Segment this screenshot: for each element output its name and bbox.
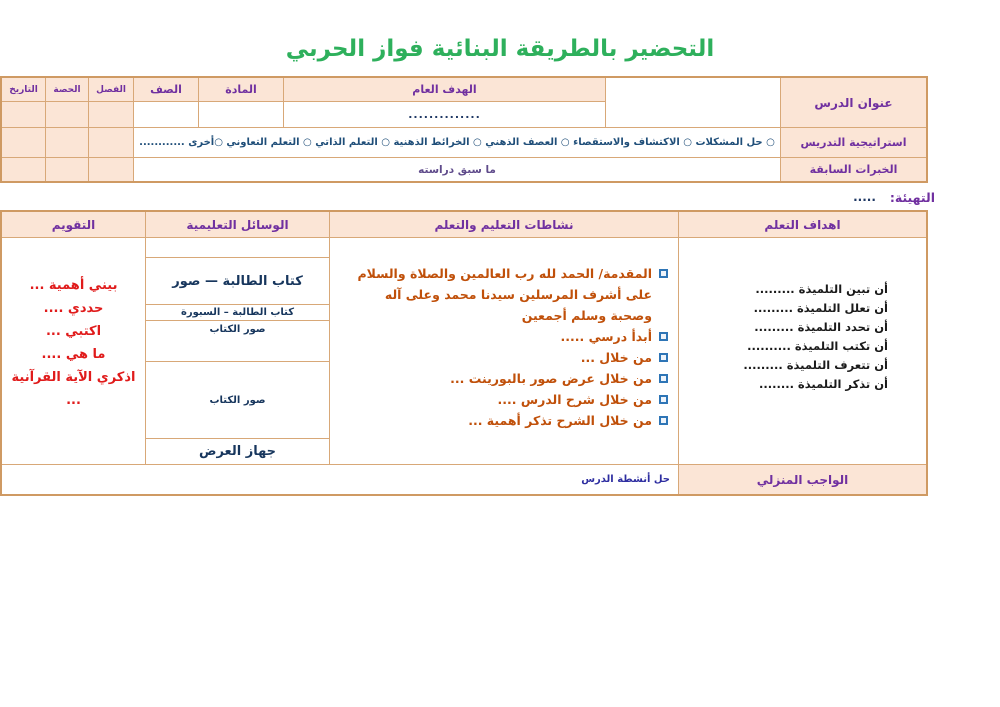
aids-cell bbox=[146, 238, 329, 464]
lesson-plan-table bbox=[0, 210, 928, 496]
checkbox-icon[interactable] bbox=[659, 374, 668, 383]
checkbox-icon[interactable] bbox=[659, 416, 668, 425]
class-field[interactable] bbox=[89, 102, 133, 127]
homework-value: حل أنشطة الدرس bbox=[581, 474, 670, 485]
empty-cell bbox=[46, 158, 88, 181]
previous-experience-label: الخبرات السابقة bbox=[781, 158, 926, 181]
empty-cell bbox=[2, 128, 45, 157]
objective-item: أن تكتب التلميذة .......... bbox=[747, 339, 888, 353]
objective-item: أن تعلل التلميذة ......... bbox=[753, 301, 888, 315]
checkbox-icon[interactable] bbox=[659, 395, 668, 404]
homework-field[interactable] bbox=[2, 465, 678, 494]
activity-item bbox=[344, 347, 668, 368]
aid-item: صور الكتاب bbox=[146, 321, 329, 362]
activity-text: من خلال الشرح تذكر أهمية ... bbox=[468, 413, 652, 428]
activity-text: من خلال ... bbox=[580, 350, 652, 365]
evaluation-item: حددي .... bbox=[43, 301, 104, 316]
evaluation-item: ... bbox=[66, 393, 81, 408]
previous-experience-field[interactable] bbox=[134, 158, 780, 181]
aid-item: جهاز العرض bbox=[198, 444, 277, 459]
strategy-label: استراتيجية التدريس bbox=[781, 128, 926, 157]
aid-item: صور الكتاب bbox=[146, 362, 329, 439]
activity-item bbox=[344, 326, 668, 347]
activity-text: المقدمة/ الحمد لله رب العالمين والصلاة والسلام على أشرف المرسلين سيدنا محمد وعلى آله وصحبة وسلم أجمعين bbox=[357, 266, 652, 323]
checkbox-icon[interactable] bbox=[659, 332, 668, 341]
subject-field[interactable] bbox=[199, 102, 283, 127]
lesson-info-table bbox=[0, 76, 928, 183]
tahyia-line bbox=[0, 187, 935, 207]
activity-text: من خلال شرح الدرس .... bbox=[497, 392, 652, 407]
period-header: الحصة bbox=[46, 78, 88, 101]
objective-item: أن تتعرف التلميذة ......... bbox=[743, 358, 888, 372]
empty-cell bbox=[2, 158, 45, 181]
checkbox-icon[interactable] bbox=[659, 269, 668, 278]
strategy-options-text: ○ حل المشكلات ○ الاكتشاف والاستقصاء ○ العصف الذهني ○ الخرائط الذهنية ○ التعلم الذاتي ○ التعلم التعاوني ○أخرى ............ bbox=[139, 137, 775, 148]
empty-cell bbox=[89, 128, 133, 157]
previous-experience-text: ما سبق دراسته bbox=[418, 163, 496, 176]
evaluation-cell bbox=[2, 238, 145, 464]
objective-item: أن تبين التلميذة ......... bbox=[755, 282, 888, 296]
lesson-title-field[interactable] bbox=[606, 78, 780, 127]
activity-text: أبدأ درسي ..... bbox=[560, 329, 652, 344]
empty-cell bbox=[89, 158, 133, 181]
activity-item bbox=[344, 389, 668, 410]
general-goal-header: الهدف العام bbox=[284, 78, 605, 101]
homework-label: الواجب المنزلي bbox=[679, 465, 926, 494]
aid-item: كتاب الطالبة – السبورة bbox=[146, 305, 329, 321]
activities-cell bbox=[330, 238, 678, 464]
period-field[interactable] bbox=[46, 102, 88, 127]
activities-header: نشاطات التعليم والتعلم bbox=[330, 212, 678, 237]
general-goal-field[interactable] bbox=[284, 102, 605, 127]
evaluation-item: اذكري الآية القرآنية bbox=[11, 370, 136, 385]
grade-field[interactable] bbox=[134, 102, 198, 127]
evaluation-header: التقويم bbox=[2, 212, 145, 237]
tahyia-value: ..... bbox=[853, 190, 876, 204]
date-field[interactable] bbox=[2, 102, 45, 127]
evaluation-item: ما هي .... bbox=[41, 347, 106, 362]
objectives-header: اهداف التعلم bbox=[679, 212, 926, 237]
tahyia-label: التهيئة: bbox=[889, 189, 935, 205]
aids-header: الوسائل التعليمية bbox=[146, 212, 329, 237]
class-header: الفصل bbox=[89, 78, 133, 101]
page-title: التحضير بالطريقة البنائية فواز الحربي bbox=[285, 36, 715, 62]
strategy-options[interactable] bbox=[134, 128, 780, 157]
empty-cell bbox=[46, 128, 88, 157]
activity-item bbox=[344, 368, 668, 389]
objective-item: أن تذكر التلميذة ........ bbox=[758, 377, 888, 391]
activity-item bbox=[344, 263, 668, 326]
aid-item bbox=[146, 238, 329, 258]
objective-item: أن تحدد التلميذة ......... bbox=[754, 320, 888, 334]
evaluation-item: اكتبي ... bbox=[45, 324, 102, 339]
checkbox-icon[interactable] bbox=[659, 353, 668, 362]
general-goal-dots: .............. bbox=[408, 108, 481, 121]
objectives-cell bbox=[679, 238, 926, 464]
lesson-title-label: عنوان الدرس bbox=[781, 78, 926, 127]
grade-header: الصف bbox=[134, 78, 198, 101]
evaluation-item: بيني أهمية ... bbox=[29, 278, 118, 293]
date-header: التاريخ bbox=[2, 78, 45, 101]
activity-text: من خلال عرض صور بالبورينت ... bbox=[450, 371, 652, 386]
subject-header: المادة bbox=[199, 78, 283, 101]
aid-item: كتاب الطالبة — صور bbox=[146, 258, 329, 305]
activity-item bbox=[344, 410, 668, 431]
